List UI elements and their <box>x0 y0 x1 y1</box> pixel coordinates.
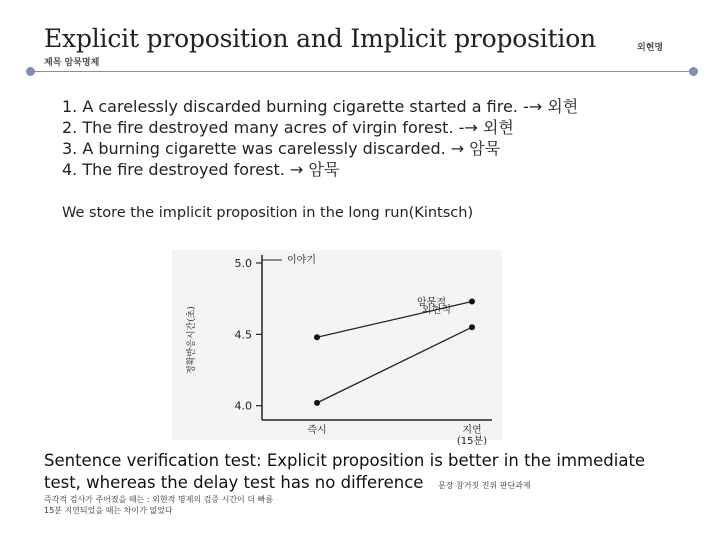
author-label: 외현명 <box>637 43 664 53</box>
conclusion-line-2: test, whereas the delay test has no difference <box>44 473 424 492</box>
y-axis-label: 정확반응시간(초) <box>187 306 197 374</box>
title-divider <box>34 71 690 72</box>
proposition-item: 2. The fire destroyed many acres of virgin forest. -→ 외현 <box>62 118 514 137</box>
slide-title: Explicit proposition and Implicit proposition <box>44 24 596 53</box>
footnote-2: 15분 지연되었을 때는 차이가 없었다 <box>44 506 173 515</box>
chart-annotation: 이야기 <box>287 255 316 266</box>
line-chart <box>172 245 502 445</box>
y-tick-label-1: 4.5 <box>234 328 252 342</box>
chart-background <box>172 250 502 440</box>
conclusion-line-1: Sentence verification test: Explicit proposition is better in the immediate <box>44 451 646 470</box>
series-label-1: 외현적 <box>422 305 451 317</box>
proposition-item: 3. A burning cigarette was carelessly discarded. → 암묵 <box>62 139 501 158</box>
proposition-item: 1. A carelessly discarded burning cigarette started a fire. -→ 외현 <box>62 97 579 116</box>
data-point-1-1 <box>469 324 475 330</box>
proposition-list <box>62 96 578 180</box>
source-note: 문장 참거짓 진위 판단과제 <box>438 481 531 490</box>
y-tick-label-0: 4.0 <box>234 399 252 413</box>
x-tick-label-0-0: 즉시 <box>307 425 327 436</box>
slide-subtitle: 제목 암묵명제 <box>44 58 100 68</box>
y-tick-label-2: 5.0 <box>234 257 252 270</box>
x-tick-label-1-0: 지연 <box>462 425 482 436</box>
conclusion-text <box>44 450 645 494</box>
footnote-1: 즉각적 검사가 주어졌을 때는 : 외현적 명제의 검증 시간이 더 빠름 <box>44 495 274 504</box>
data-point-1-0 <box>314 400 320 406</box>
kintsch-note: We store the implicit proposition in the long run(Kintsch) <box>62 205 474 221</box>
series-label-0: 암묵적 <box>417 297 446 309</box>
data-point-0-0 <box>314 334 320 340</box>
data-point-0-1 <box>469 299 475 305</box>
rule-dot-right <box>689 67 698 76</box>
x-tick-label-1-1: (15분) <box>456 436 488 445</box>
proposition-item: 4. The fire destroyed forest. → 암묵 <box>62 160 340 179</box>
